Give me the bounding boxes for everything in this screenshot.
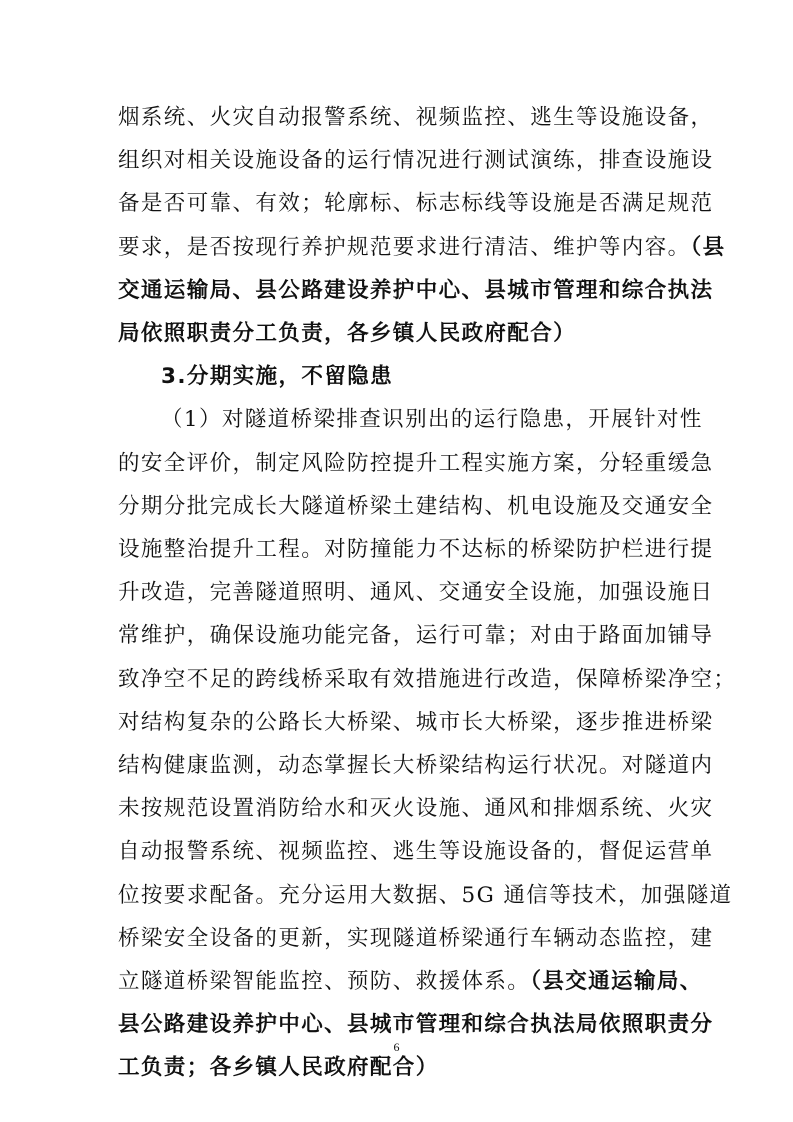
paragraph-line: [118, 876, 732, 916]
line-text: 未按规范设置消防给水和灭火设施、通风和排烟系统、火灾: [118, 796, 714, 822]
paragraph-line: [118, 530, 713, 570]
section-heading-text: 3.分期实施，不留隐患: [161, 364, 394, 390]
paragraph-line: [118, 1048, 439, 1088]
line-text: 要求，是否按现行养护规范要求进行清洁、维护等内容。: [118, 234, 691, 260]
page-number: 6: [393, 1040, 400, 1054]
responsibility-note: 局依照职责分工负责，各乡镇人民政府配合）: [118, 321, 577, 346]
responsibility-note: （县交通运输局、: [530, 969, 703, 994]
line-text: 位按要求配备。充分运用大数据、5G 通信等技术，加强隧道: [118, 882, 733, 908]
line-text: 烟系统、火灾自动报警系统、视频监控、逃生等设施设备，: [118, 105, 714, 130]
paragraph-line: [118, 789, 713, 829]
line-text: 升改造，完善隧道照明、通风、交通安全设施，加强设施日: [118, 580, 714, 606]
line-text: 常维护，确保设施功能完备，运行可靠；对由于路面加铺导: [118, 623, 714, 649]
section-heading: [161, 357, 393, 397]
paragraph-line: [118, 919, 713, 959]
line-text: 的安全评价，制定风险防控提升工程实施方案，分轻重缓急: [118, 450, 714, 476]
line-text: 立隧道桥梁智能监控、预防、救援体系。: [118, 969, 531, 994]
responsibility-note: （县: [690, 234, 726, 260]
responsibility-note: 工负责；各乡镇人民政府配合）: [118, 1055, 439, 1081]
responsibility-note: 县公路建设养护中心、县城市管理和综合执法局依照职责分: [118, 1012, 714, 1038]
paragraph-line: [118, 703, 713, 743]
paragraph-line: [118, 573, 713, 613]
paragraph-line: [118, 98, 713, 138]
line-text: 组织对相关设施设备的运行情况进行测试演练，排查设施设: [118, 148, 714, 174]
line-text: 设施整治提升工程。对防撞能力不达标的桥梁防护栏进行提: [118, 537, 714, 562]
paragraph-line: [118, 660, 736, 700]
responsibility-note: 交通运输局、县公路建设养护中心、县城市管理和综合执法: [118, 277, 714, 303]
line-text: 对结构复杂的公路长大桥梁、城市长大桥梁，逐步推进桥梁: [118, 709, 714, 735]
line-text: 桥梁安全设备的更新，实现隧道桥梁通行车辆动态监控，建: [118, 925, 714, 951]
line-text: 结构健康监测，动态掌握长大桥梁结构运行状况。对隧道内: [118, 753, 714, 778]
line-text: （1）对隧道桥梁排查识别出的运行隐患，开展针对性: [161, 407, 703, 433]
paragraph-line: [161, 400, 703, 440]
paragraph-line: [118, 444, 713, 484]
paragraph-line: [118, 271, 713, 311]
paragraph-line: [118, 746, 713, 786]
line-text: 自动报警系统、视频监控、逃生等设施设备的，督促运营单: [118, 839, 714, 865]
paragraph-line: [118, 184, 713, 224]
paragraph-line: [118, 487, 713, 527]
paragraph-line: [118, 314, 576, 354]
line-text: 备是否可靠、有效；轮廓标、标志标线等设施是否满足规范: [118, 191, 714, 217]
paragraph-line: [118, 616, 713, 656]
line-text: 分期分批完成长大隧道桥梁土建结构、机电设施及交通安全: [118, 493, 714, 519]
paragraph-line: [118, 228, 726, 268]
paragraph-line: [118, 1005, 713, 1045]
paragraph-line: [118, 141, 713, 181]
paragraph-line: [118, 832, 713, 872]
paragraph-line: [118, 962, 703, 1002]
line-text: 致净空不足的跨线桥采取有效措施进行改造，保障桥梁净空；: [118, 666, 737, 692]
